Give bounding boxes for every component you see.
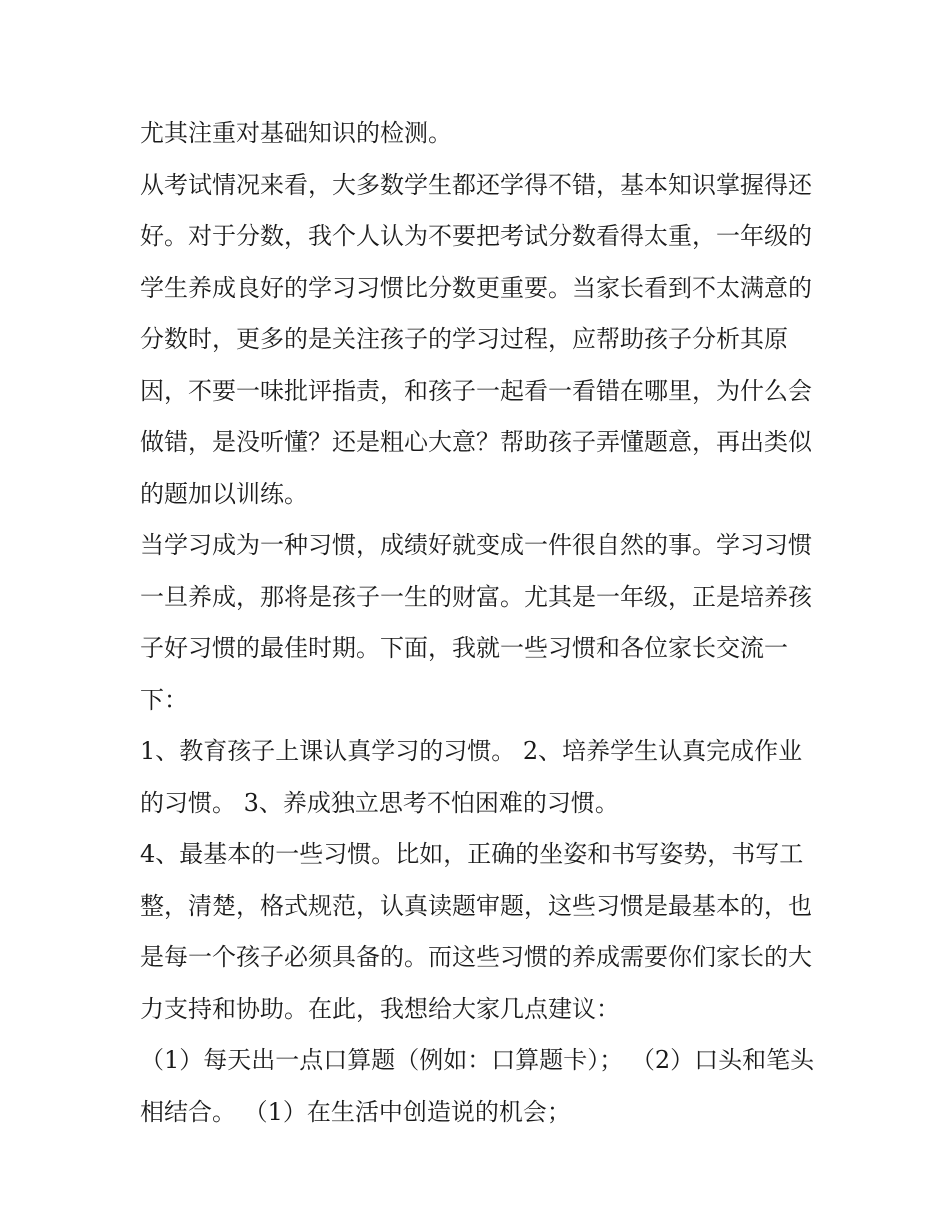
paragraph-suggestions: （1）每天出一点口算题（例如：口算题卡）； （2）口头和笔头相结合。 （1）在生活中创造说的机会； (140, 1046, 815, 1126)
paragraph-habits-list: 1、教育孩子上课认真学习的习惯。 2、培养学生认真完成作业的习惯。 3、养成独立思考不怕困难的习惯。 (140, 737, 803, 817)
paragraph-exam-analysis: 从考试情况来看，大多数学生都还学得不错，基本知识掌握得还好。对于分数，我个人认为不要把考试分数看得太重，一年级的学生养成良好的学习习惯比分数更重要。当家长看到不太满意的分数时，更多的是关注孩子的学习过程，应帮助孩子分析其原因，不要一味批评指责，和孩子一起看一看错在哪里，为什么会做错，是没听懂？还是粗心大意？帮助孩子弄懂题意，再出类似的题加以训练。 (140, 170, 812, 508)
paragraph-basic-habits: 4、最基本的一些习惯。比如，正确的坐姿和书写姿势，书写工整，清楚，格式规范，认真读题审题，这些习惯是最基本的，也是每一个孩子必须具备的。而这些习惯的养成需要你们家长的大力支持和协助。在此，我想给大家几点建议： (140, 840, 812, 1023)
paragraph-intro: 尤其注重对基础知识的检测。 (140, 119, 452, 147)
document-body (140, 108, 820, 1138)
paragraph-habits-intro: 当学习成为一种习惯，成绩好就变成一件很自然的事。学习习惯一旦养成，那将是孩子一生的财富。尤其是一年级，正是培养孩子好习惯的最佳时期。下面，我就一些习惯和各位家长交流一下： (140, 531, 812, 714)
